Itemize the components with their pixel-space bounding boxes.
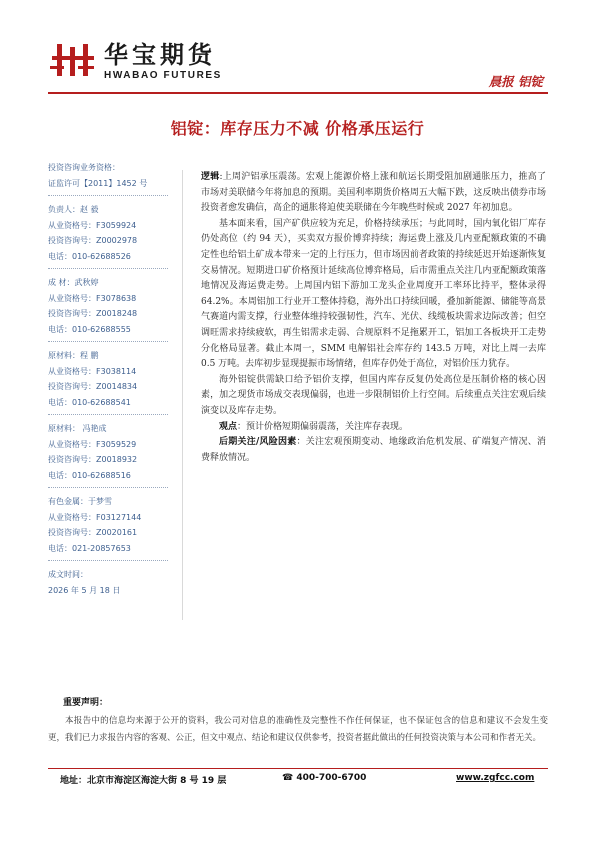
- page-title: 铝锭：库存压力不减 价格承压运行: [170, 119, 425, 138]
- view-text: ：预计价格短期偏弱震荡，关注库存表现。: [237, 421, 409, 432]
- analyst-phone: 电话：010-62688516: [48, 470, 131, 480]
- footer-divider: [48, 768, 548, 769]
- sidebar-divider: [48, 414, 168, 415]
- analyst-name: 有色金属：于梦雪: [48, 497, 112, 506]
- report-tag: 晨报 铝锭: [488, 74, 543, 89]
- header-divider: [48, 92, 548, 94]
- logic-label: 逻辑: [201, 172, 220, 182]
- analyst-practice-id: 从业资格号：F3059529: [48, 439, 137, 449]
- analyst-block: [48, 275, 173, 337]
- logic-paragraph: [201, 170, 546, 217]
- company-logo-icon: [50, 42, 96, 78]
- analyst-practice-id: 从业资格号：F3038114: [48, 366, 137, 376]
- analyst-block: [48, 348, 173, 410]
- sidebar-divider: [48, 487, 168, 488]
- sidebar-divider: [48, 195, 168, 196]
- analyst-phone: 电话：021-20857653: [48, 543, 131, 553]
- logic-text: :上周沪铝承压震荡。宏观上能源价格上涨和航运长期受阻加剧通胀压力，推高了市场对美联储今年将加息的预期。美国利率期货价格周五大幅下跌，这反映出债券市场投资者愈发确信，高企的通胀将迫使美联储在今年晚些时候或 2027 年初加息。: [201, 172, 546, 214]
- analyst-practice-id: 从业资格号：F03127144: [48, 512, 142, 522]
- date-value: 2026 年 5 月 18 日: [48, 585, 121, 595]
- analyst-consult-id: 投资咨询号：Z0014834: [48, 382, 138, 391]
- qualification-label: 投资咨询业务资格：: [48, 163, 120, 172]
- brand-name-cn: 华宝期货: [104, 41, 216, 69]
- risk-paragraph: [201, 435, 546, 466]
- disclaimer-title: 重要声明：: [63, 698, 109, 708]
- analyst-phone: 电话：010-62688555: [48, 324, 131, 334]
- analyst-consult-id: 投资咨询号：Z0020161: [48, 528, 138, 537]
- column-divider: [182, 170, 183, 620]
- qualification-value: 证监许可【2011】1452 号: [48, 178, 148, 188]
- disclaimer-text: 本报告中的信息均来源于公开的资料，我公司对信息的准确性及完整性不作任何保证，也不保证包含的信息和建议不会发生变更，我们已力求报告内容的客观、公正，但文中观点、结论和建议仅供参考，投资者据此做出的任何投资决策与本公司和作者无关。: [48, 716, 548, 743]
- analyst-block: [48, 202, 173, 264]
- analyst-name: 成 材：武秋婷: [48, 278, 99, 287]
- analyst-block: [48, 421, 173, 483]
- summary-paragraph: 海外铝锭供需缺口给予铝价支撑，但国内库存反复仍处高位是压制价格的核心因素，加之现货市场成交表现偏弱，也进一步限制铝价上行空间。后续重点关注宏观后续演变以及库存走势。: [201, 374, 546, 416]
- report-body: [201, 170, 546, 466]
- analyst-block: [48, 494, 173, 556]
- view-label: 观点: [219, 421, 238, 432]
- risk-text: ：关注宏观预期变动、地缘政治危机发展、矿端复产情况、消费释放情况。: [201, 437, 546, 463]
- footer-phone: ☎ 400-700-6700: [282, 773, 367, 783]
- analyst-consult-id: 投资咨询号：Z0002978: [48, 236, 138, 245]
- sidebar-divider: [48, 560, 168, 561]
- risk-label: 后期关注/风险因素: [219, 437, 297, 448]
- footer-address: 地址：北京市海淀区海淀大街 8 号 19 层: [60, 776, 227, 786]
- analyst-sidebar: [48, 160, 173, 598]
- analyst-phone: 电话：010-62688526: [48, 251, 131, 261]
- analyst-practice-id: 从业资格号：F3059924: [48, 220, 137, 230]
- fundamentals-paragraph: 基本面来看，国产矿供应较为充足，价格持续承压；与此同时，国内氧化铝厂库存仍处高位（约 94 天），买卖双方报价博弈持续；海运费上涨及几内亚配额政策的不确定性也给铝土矿成本带来一定的上行压力，但市场因前者政策的持续延迟开始逐渐恢复交易情况。短期进口矿价格预计延续高位博弈格局，后市需重点关注几内亚配额政策落地情况及海运费走势。上周国内铝下游加工龙头企业周度开工率环比持平，整体录得 64.2%。本周铝加工行业开工整体持稳，海外出口持续回暖，叠加新能源、储能等高景气赛道内需支撑，行业整体维持较强韧性，汽车、光伏、线缆板块需求边际改善；但空调旺需求持续疲软，再生铝需求走弱、合规原料不足拖累开工，铝加工各板块开工走势分化格局显著。截止本周一，SMM 电解铝社会库存约 143.5 万吨，对比上周一去库 0.5 万吨。去库初步显现提振市场情绪，但库存仍处于高位，对铝价压力犹存。: [201, 218, 546, 370]
- analyst-consult-id: 投资咨询号：Z0018248: [48, 309, 138, 318]
- analyst-name: 负责人：赵 毅: [48, 205, 99, 214]
- sidebar-divider: [48, 268, 168, 269]
- disclaimer-body: [48, 713, 548, 747]
- analyst-name: 原材料：程 鹏: [48, 351, 99, 360]
- analyst-practice-id: 从业资格号：F3078638: [48, 293, 137, 303]
- date-label: 成文时间：: [48, 570, 88, 579]
- sidebar-divider: [48, 341, 168, 342]
- analyst-consult-id: 投资咨询号：Z0018932: [48, 455, 138, 464]
- brand-name-en: HWABAO FUTURES: [104, 70, 222, 81]
- footer-website-link[interactable]: www.zgfcc.com: [456, 773, 535, 783]
- view-paragraph: [201, 420, 546, 436]
- analyst-phone: 电话：010-62688541: [48, 397, 131, 407]
- analyst-name: 原材料： 冯艳成: [48, 424, 107, 433]
